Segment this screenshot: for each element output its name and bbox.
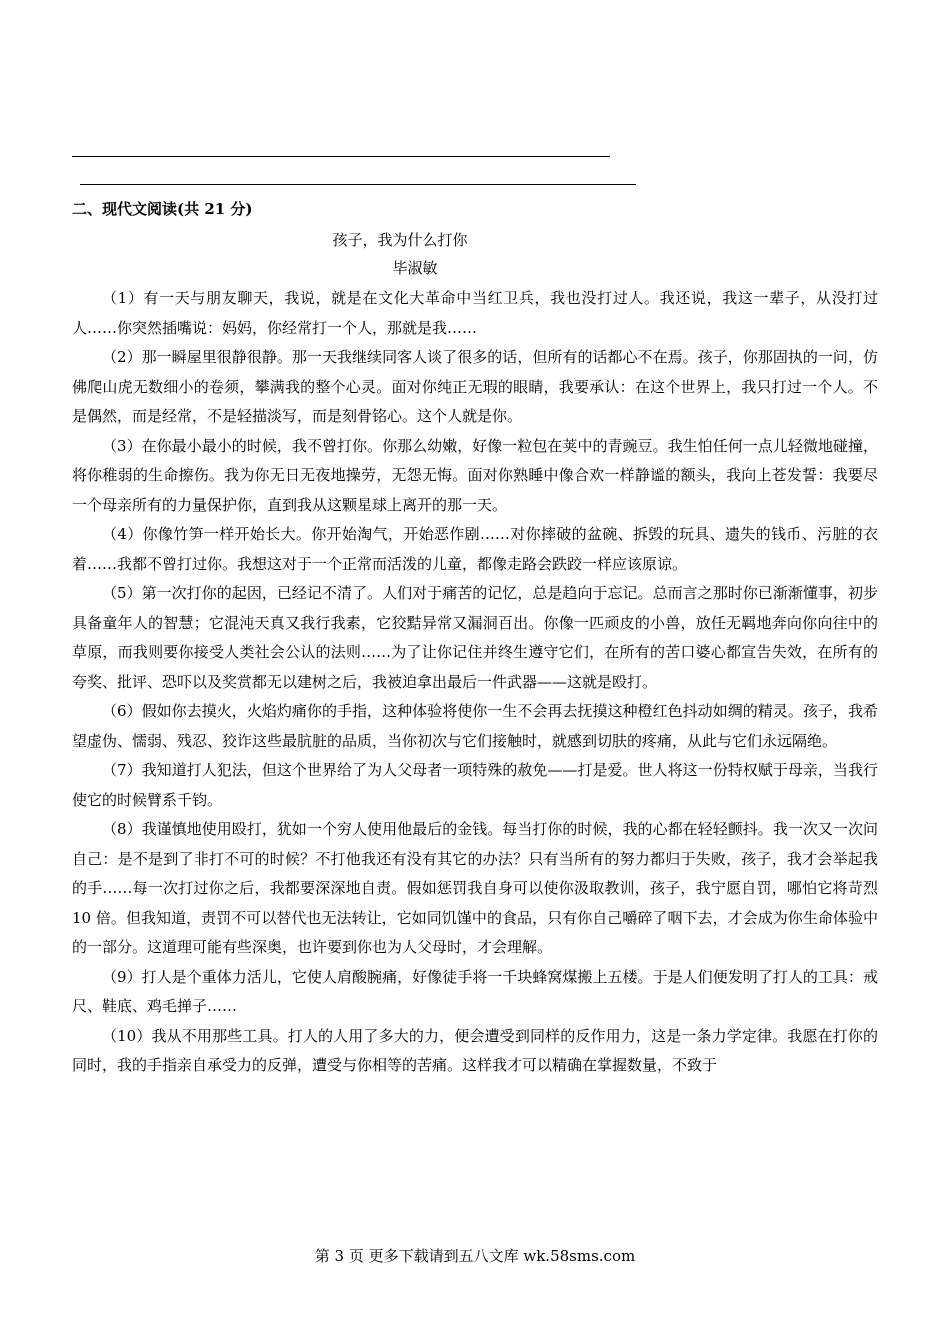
section-heading: 二、现代文阅读(共 21 分) [72,200,253,218]
paragraph: （5）第一次打你的起因，已经记不清了。人们对于痛苦的记忆，总是趋向于忘记。总而言之那时你已渐渐懂事，初步具备童年人的智慧；它混沌天真又我行我素，它狡黠异常又漏洞百出。你像一匹顽皮的小兽，放任无羁地奔向你向往中的草原，而我则要你接受人类社会公认的法则……为了让你记住并终生遵守它们，在所有的苦口婆心都宣告失效，在所有的夸奖、批评、恐吓以及奖赏都无以建树之后，我被迫拿出最后一件武器——这就是殴打。 [72,584,878,691]
answer-line-2 [80,184,636,185]
paragraph: （9）打人是个重体力活儿，它使人肩酸腕痛，好像徒手将一千块蜂窝煤搬上五楼。于是人们便发明了打人的工具：戒尺、鞋底、鸡毛掸子…… [72,967,878,1015]
paragraph: （2）那一瞬屋里很静很静。那一天我继续同客人谈了很多的话，但所有的话都心不在焉。孩子，你那固执的一问，仿佛爬山虎无数细小的卷须，攀满我的整个心灵。面对你纯正无瑕的眼睛，我要承认：在这个世界上，我只打过一个人。不是偶然，而是经常，不是轻描淡写，而是刻骨铭心。这个人就是你。 [72,348,878,425]
paragraph: （10）我从不用那些工具。打人的人用了多大的力，便会遭受到同样的反作用力，这是一条力学定律。我愿在打你的同时，我的手指亲自承受力的反弹，遭受与你相等的苦痛。这样我才可以精确在掌握数量，不致于 [72,1026,878,1074]
paragraph: （6）假如你去摸火，火焰灼痛你的手指，这种体验将使你一生不会再去抚摸这种橙红色抖动如绸的精灵。孩子，我希望虚伪、懦弱、残忍、狡诈这些最肮脏的品质，当你初次与它们接触时，就感到切肤的疼痛，从此与它们永远隔绝。 [72,702,878,750]
paragraph: （3）在你最小最小的时候，我不曾打你。你那么幼嫩，好像一粒包在荚中的青豌豆。我生怕任何一点儿轻微地碰撞，将你稚弱的生命擦伤。我为你无日无夜地操劳，无怨无悔。面对你熟睡中像合欢一样静谧的额头，我向上苍发誓：我要尽一个母亲所有的力量保护你，直到我从这颗星球上离开的那一天。 [72,436,878,514]
article-title: 孩子，我为什么打你 [332,231,468,249]
answer-line-1 [72,156,610,157]
page-footer: 第 3 页 更多下载请到五八文库 wk.58sms.com [314,1247,636,1265]
article-body [72,284,878,1081]
paragraph: （1）有一天与朋友聊天，我说，就是在文化大革命中当红卫兵，我也没打过人。我还说，我这一辈子，从没打过人……你突然插嘴说：妈妈，你经常打一个人，那就是我…… [72,289,878,337]
article-author: 毕淑敏 [392,259,438,277]
paragraph: （7）我知道打人犯法，但这个世界给了为人父母者一项特殊的赦免——打是爱。世人将这一份特权赋于母亲，当我行使它的时候臂系千钧。 [72,761,878,809]
paragraph: （4）你像竹笋一样开始长大。你开始淘气，开始恶作剧……对你摔破的盆碗、拆毁的玩具、遗失的钱币、污脏的衣着……我都不曾打过你。我想这对于一个正常而活泼的儿童，都像走路会跌跤一样应该原谅。 [72,525,878,573]
paragraph: （8）我谨慎地使用殴打，犹如一个穷人使用他最后的金钱。每当打你的时候，我的心都在轻轻颤抖。我一次又一次问自己：是不是到了非打不可的时候？不打他我还有没有其它的办法？只有当所有的努力都归于失败，孩子，我才会举起我的手……每一次打过你之后，我都要深深地自责。假如惩罚我自身可以使你汲取教训，孩子，我宁愿自罚，哪怕它将苛烈 10 倍。但我知道，责罚不可以替代也无法转让，它如同饥馑中的食品，只有你自己嚼碎了咽下去，才会成为你生命体验中的一部分。这道理可能有些深奥，也许要到你也为人父母时，才会理解。 [72,820,878,956]
